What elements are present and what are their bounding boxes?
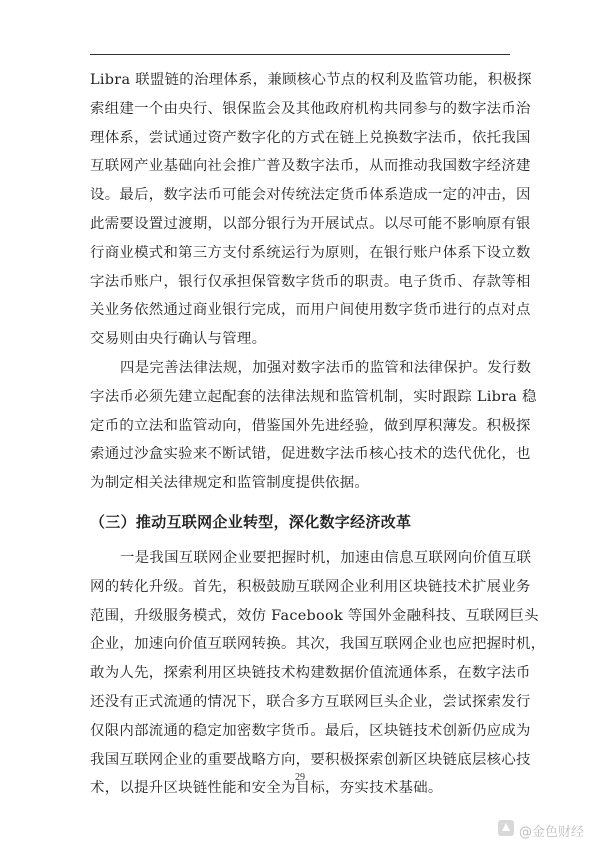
paragraph-libra-governance bbox=[90, 66, 532, 354]
text-line: 字法币账户，银行仅承担保管数字货币的职责。电子货币、存款等相 bbox=[90, 273, 531, 290]
text-line: Libra 联盟链的治理体系，兼顾核心节点的权利及监管功能，积极探 bbox=[90, 72, 532, 88]
text-line: 一是我国互联网企业要把握时机，加速由信息互联网向价值互联 bbox=[120, 549, 532, 566]
paragraph-internet-enterprises bbox=[90, 544, 546, 803]
text-line: 此需要设置过渡期，以部分银行为开展试点。以尽可能不影响原有银 bbox=[90, 215, 531, 232]
text-line: 定币的立法和监管动向，借鉴国外先进经验，做到厚积薄发。积极探 bbox=[90, 417, 531, 434]
watermark bbox=[497, 820, 584, 840]
text-line: 索组建一个由央行、银保监会及其他政府机构共同参与的数字法币治 bbox=[90, 100, 531, 117]
text-line: 关业务依然通过商业银行完成，而用户间使用数字货币进行的点对点 bbox=[90, 302, 531, 319]
text-line: 行商业模式和第三方支付系统运行为原则，在银行账户体系下设立数 bbox=[90, 244, 531, 261]
page-number: 29 bbox=[295, 772, 305, 783]
text-line: 为制定相关法律规定和监管制度提供依据。 bbox=[90, 475, 370, 492]
text-line: 设。最后，数字法币可能会对传统法定货币体系造成一定的冲击，因 bbox=[90, 187, 531, 204]
text-line: 仅限内部流通的稳定加密数字货币。最后，区块链技术创新仍应成为 bbox=[90, 722, 531, 739]
text-line: 范围，升级服务模式，效仿 Facebook 等国外金融科技、互联网巨头 bbox=[90, 607, 539, 624]
paragraph-legal-regulation bbox=[90, 354, 537, 498]
golden-finance-logo-icon bbox=[497, 819, 515, 841]
text-line: 互联网产业基础向社会推广普及数字法币，从而推动我国数字经济建 bbox=[90, 158, 531, 175]
text-line: 还没有正式流通的情况下，联合多方互联网巨头企业，尝试探索发行 bbox=[90, 693, 531, 710]
text-line: 索通过沙盒实验来不断试错，促进数字法币核心技术的迭代优化，也 bbox=[90, 446, 531, 463]
text-line: 我国互联网企业的重要战略方向，要积极探索创新区块链底层核心技 bbox=[90, 751, 531, 768]
text-line: 字法币必须先建立起配套的法律法规和监管机制，实时跟踪 Libra 稳 bbox=[90, 388, 537, 405]
text-line: 交易则由央行确认与管理。 bbox=[90, 331, 267, 348]
text-line: 企业，加速向价值互联网转换。其次，我国互联网企业也应把握时机， bbox=[90, 636, 546, 653]
text-line: 敢为人先，探索利用区块链技术构建数据价值流通体系，在数字法币 bbox=[90, 665, 531, 682]
text-line: 四是完善法律法规，加强对数字法币的监管和法律保护。发行数 bbox=[120, 359, 532, 376]
text-line: 理体系，尝试通过资产数字化的方式在链上兑换数字法币，依托我国 bbox=[90, 129, 531, 146]
body-text bbox=[90, 66, 546, 803]
header-rule bbox=[90, 54, 510, 55]
text-line: 网的转化升级。首先，积极鼓励互联网企业利用区块链技术扩展业务 bbox=[90, 578, 531, 595]
section-heading: （三）推动互联网企业转型，深化数字经济改革 bbox=[90, 512, 412, 531]
watermark-text: @金色财经 bbox=[519, 824, 585, 840]
text-line: 术，以提升区块链性能和安全为目标，夯实技术基础。 bbox=[90, 780, 443, 797]
